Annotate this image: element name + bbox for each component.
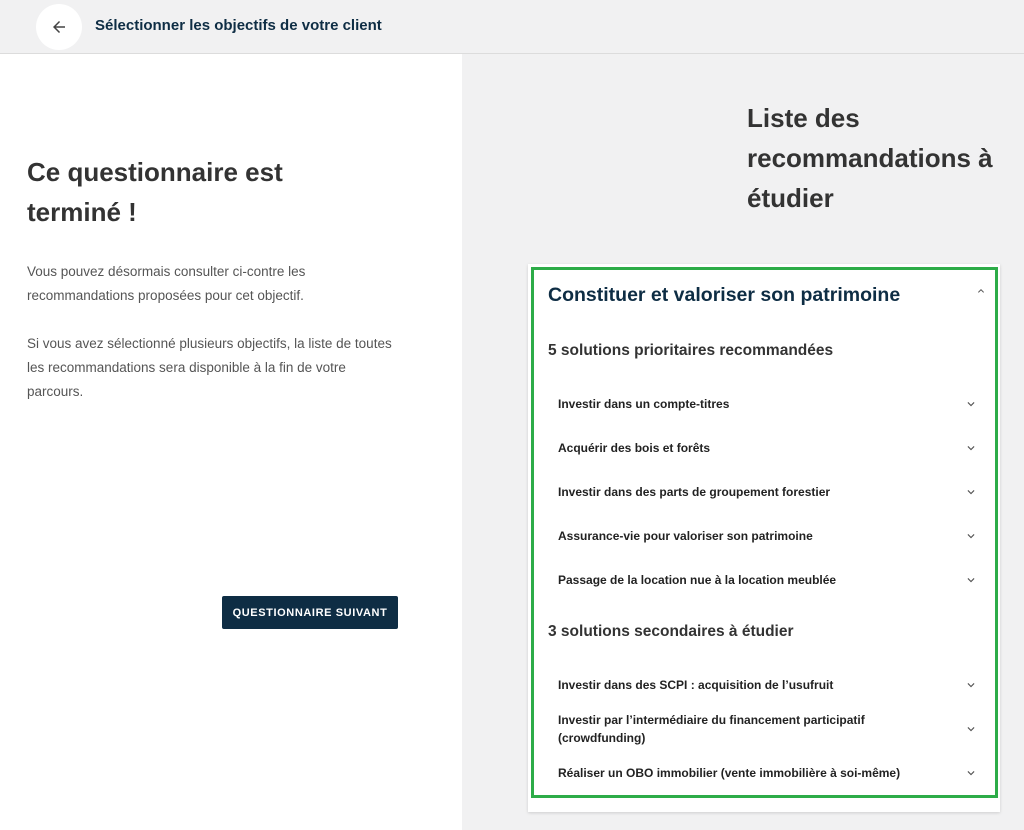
recommendation-item[interactable] [558,676,978,694]
back-button[interactable] [36,4,82,50]
completion-heading: Ce questionnaire est terminé ! [27,157,283,227]
chevron-down-icon [964,573,978,587]
page-title: Sélectionner les objectifs de votre client [95,17,382,34]
completion-panel [0,54,462,830]
recommendation-item[interactable] [558,395,978,413]
multiple-objectives-text: Si vous avez sélectionné plusieurs objectifs, la liste de toutes les recommandations sera disponible à la fin de votre parcours. [27,336,392,399]
recommendations-panel [462,54,1024,830]
recommendation-item[interactable] [558,439,978,457]
next-questionnaire-button[interactable]: QUESTIONNAIRE SUIVANT [222,596,398,629]
recommendation-label: Réaliser un OBO immobilier (vente immobilière à soi-même) [558,766,901,780]
completion-text: Vous pouvez désormais consulter ci-contre les recommandations proposées pour cet objectif. [27,264,306,303]
recommendation-label: Acquérir des bois et forêts [558,441,711,455]
recommendation-item[interactable] [558,711,978,747]
recommendation-item[interactable] [558,527,978,545]
recommendation-label: Investir dans un compte-titres [558,397,730,411]
top-bar [0,0,1024,54]
recommendations-heading: Liste des recommandations à étudier [747,103,993,213]
recommendation-label: Investir par l’intermédiaire du financement participatif (crowdfunding) [558,713,865,745]
chevron-down-icon [964,397,978,411]
recommendation-item[interactable] [558,764,978,782]
chevron-down-icon [964,529,978,543]
objective-title[interactable]: Constituer et valoriser son patrimoine [548,284,901,306]
recommendation-item[interactable] [558,483,978,501]
secondary-section-title: 3 solutions secondaires à étudier [548,623,794,640]
chevron-up-icon[interactable] [974,284,988,298]
recommendation-label: Passage de la location nue à la location meublée [558,573,837,587]
arrow-left-icon [50,18,68,36]
recommendation-label: Assurance-vie pour valoriser son patrimoine [558,529,813,543]
chevron-down-icon [964,441,978,455]
chevron-down-icon [964,678,978,692]
recommendation-item[interactable] [558,571,978,589]
priority-section-title: 5 solutions prioritaires recommandées [548,342,834,359]
chevron-down-icon [964,766,978,780]
recommendation-label: Investir dans des parts de groupement forestier [558,485,831,499]
recommendation-label: Investir dans des SCPI : acquisition de l’usufruit [558,678,834,692]
chevron-down-icon [964,485,978,499]
chevron-down-icon [964,722,978,736]
recommendation-card [528,264,1000,812]
